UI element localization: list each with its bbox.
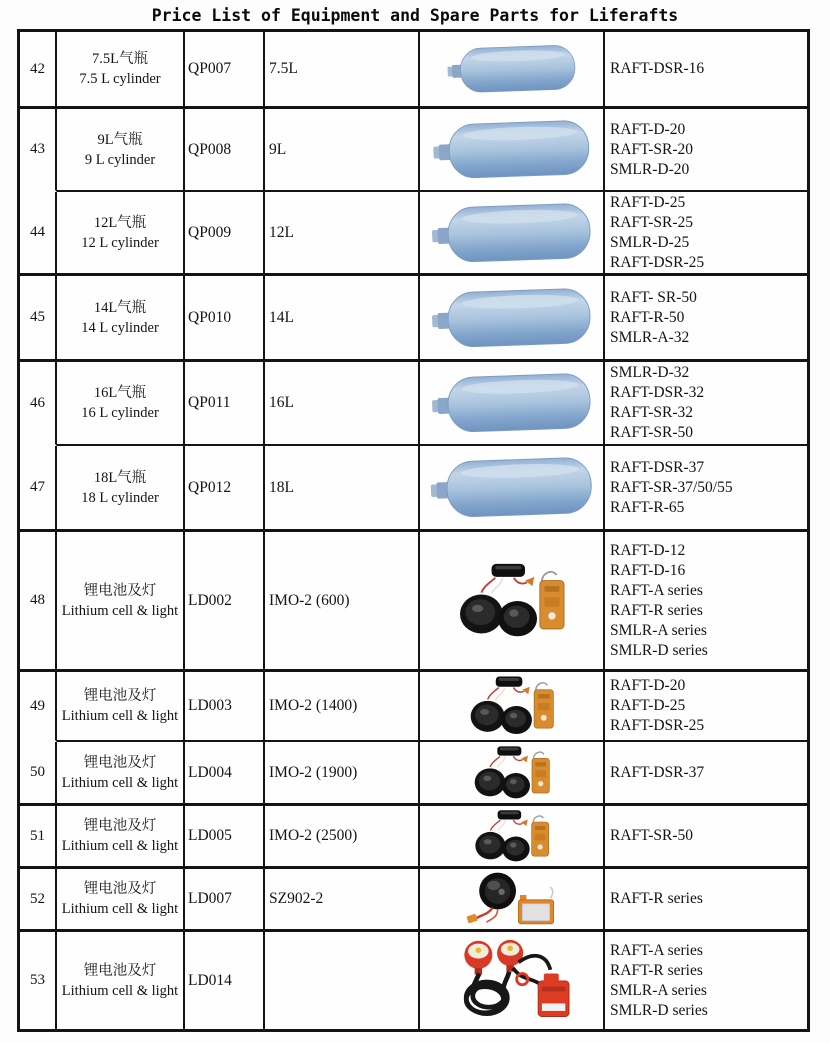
compatible-models — [605, 932, 807, 1029]
item-photo-cell — [420, 276, 605, 362]
item-name-english: 12 L cylinder — [81, 234, 159, 251]
model-name: RAFT-D-12 — [610, 541, 686, 559]
item-photo-cell — [420, 672, 605, 742]
compatible-models — [605, 806, 807, 869]
gas-cylinder-photo — [429, 456, 595, 519]
item-name-english: Lithium cell & light — [61, 901, 179, 917]
item-spec: 7.5L — [265, 32, 420, 109]
table-row — [20, 32, 807, 109]
item-name — [57, 362, 185, 446]
compatible-models — [605, 742, 807, 806]
item-code: LD005 — [185, 806, 265, 869]
model-name: RAFT-SR-37/50/55 — [610, 478, 733, 496]
model-name: RAFT-DSR-16 — [610, 60, 705, 77]
item-name-english: 7.5 L cylinder — [79, 71, 161, 87]
item-name — [57, 742, 185, 806]
model-name: RAFT-R-65 — [610, 498, 685, 516]
model-name: RAFT-A series — [610, 581, 703, 599]
item-name-chinese: 7.5L气瓶 — [92, 51, 148, 67]
row-number: 51 — [20, 806, 57, 869]
item-name — [57, 446, 185, 532]
item-name — [57, 672, 185, 742]
item-photo-cell — [420, 32, 605, 109]
lithium-cell-two-lights-photo — [456, 562, 568, 640]
gas-cylinder-photo — [431, 372, 593, 434]
item-name — [57, 869, 185, 932]
item-name-english: Lithium cell & light — [61, 602, 179, 619]
model-name: SMLR-A-32 — [610, 328, 690, 346]
item-name — [57, 932, 185, 1029]
item-code: LD002 — [185, 532, 265, 672]
item-name-chinese: 锂电池及灯 — [83, 962, 157, 979]
model-name: RAFT-D-20 — [610, 677, 686, 694]
item-photo-cell — [420, 532, 605, 672]
lithium-cell-two-lights-photo — [462, 675, 562, 737]
model-name: RAFT-DSR-25 — [610, 253, 705, 271]
item-code: QP011 — [185, 362, 265, 446]
table-row — [20, 672, 807, 742]
item-photo-cell — [420, 109, 605, 192]
model-name: RAFT-R-50 — [610, 308, 685, 326]
model-name: RAFT-DSR-25 — [610, 717, 705, 734]
row-number: 46 — [20, 362, 57, 446]
item-name-chinese: 16L气瓶 — [93, 385, 147, 401]
item-photo-cell — [420, 806, 605, 869]
model-name: RAFT-R series — [610, 601, 703, 619]
item-code: QP012 — [185, 446, 265, 532]
model-name: RAFT-A series — [610, 941, 703, 959]
table-row — [20, 276, 807, 362]
item-name-english: 14 L cylinder — [81, 319, 159, 336]
item-name-chinese: 18L气瓶 — [93, 469, 147, 486]
item-photo-cell — [420, 869, 605, 932]
item-spec: 12L — [265, 192, 420, 276]
lithium-cell-one-light-photo — [458, 871, 566, 927]
model-name: RAFT-DSR-32 — [610, 384, 705, 401]
item-name-chinese: 锂电池及灯 — [83, 582, 157, 599]
table-row — [20, 532, 807, 672]
compatible-models — [605, 532, 807, 672]
table-row — [20, 446, 807, 532]
compatible-models — [605, 869, 807, 932]
item-spec: IMO-2 (1900) — [265, 742, 420, 806]
model-name: RAFT-SR-50 — [610, 827, 693, 844]
compatible-models — [605, 672, 807, 742]
model-name: SMLR-A series — [610, 621, 707, 639]
strobe-lights-battery-kit-photo — [450, 938, 574, 1024]
item-name-chinese: 9L气瓶 — [97, 131, 143, 148]
gas-cylinder-photo — [445, 44, 579, 94]
item-name — [57, 806, 185, 869]
item-spec: 14L — [265, 276, 420, 362]
model-name: RAFT-DSR-37 — [610, 763, 705, 781]
item-code: QP007 — [185, 32, 265, 109]
item-code: LD007 — [185, 869, 265, 932]
item-code: LD003 — [185, 672, 265, 742]
table-row — [20, 932, 807, 1029]
item-name-chinese: 14L气瓶 — [93, 299, 147, 316]
row-number: 45 — [20, 276, 57, 362]
model-name: RAFT-SR-25 — [610, 213, 693, 231]
item-name-english: 9 L cylinder — [84, 151, 156, 168]
model-name: RAFT-R series — [610, 890, 703, 907]
row-number: 53 — [20, 932, 57, 1029]
compatible-models — [605, 192, 807, 276]
item-name-english: Lithium cell & light — [61, 708, 179, 724]
model-name: SMLR-D-20 — [610, 160, 690, 178]
row-number: 43 — [20, 109, 57, 192]
gas-cylinder-photo — [432, 119, 592, 180]
item-name — [57, 109, 185, 192]
table-row — [20, 192, 807, 276]
item-name — [57, 276, 185, 362]
row-number: 52 — [20, 869, 57, 932]
item-spec: 9L — [265, 109, 420, 192]
item-name-chinese: 锂电池及灯 — [83, 754, 157, 771]
row-number: 49 — [20, 672, 57, 742]
item-code: QP010 — [185, 276, 265, 362]
price-table-body — [20, 32, 807, 1029]
model-name: RAFT-SR-32 — [610, 404, 693, 421]
model-name: SMLR-D-32 — [610, 364, 690, 381]
model-name: SMLR-A series — [610, 981, 707, 999]
item-spec: IMO-2 (1400) — [265, 672, 420, 742]
model-name: RAFT-SR-20 — [610, 140, 693, 158]
table-row — [20, 869, 807, 932]
row-number: 47 — [20, 446, 57, 532]
table-row — [20, 742, 807, 806]
gas-cylinder-photo — [431, 202, 593, 264]
item-spec: IMO-2 (600) — [265, 532, 420, 672]
item-photo-cell — [420, 932, 605, 1029]
item-name-english: Lithium cell & light — [61, 838, 179, 854]
model-name: RAFT-R series — [610, 961, 703, 979]
row-number: 42 — [20, 32, 57, 109]
item-photo-cell — [420, 446, 605, 532]
item-spec — [265, 932, 420, 1029]
item-spec: SZ902-2 — [265, 869, 420, 932]
model-name: SMLR-D-25 — [610, 233, 690, 251]
item-spec: IMO-2 (2500) — [265, 806, 420, 869]
item-photo-cell — [420, 742, 605, 806]
item-code: LD004 — [185, 742, 265, 806]
item-name-english: Lithium cell & light — [61, 774, 179, 791]
item-name-chinese: 锂电池及灯 — [83, 881, 157, 897]
table-row — [20, 362, 807, 446]
item-code: QP008 — [185, 109, 265, 192]
compatible-models — [605, 446, 807, 532]
model-name: RAFT-D-25 — [610, 193, 686, 211]
table-row — [20, 109, 807, 192]
row-number: 44 — [20, 192, 57, 276]
row-number: 50 — [20, 742, 57, 806]
page-title: Price List of Equipment and Spare Parts for Liferafts — [151, 6, 679, 25]
item-name — [57, 192, 185, 276]
item-name — [57, 532, 185, 672]
gas-cylinder-photo — [431, 287, 593, 349]
row-number: 48 — [20, 532, 57, 672]
model-name: RAFT-D-25 — [610, 697, 686, 714]
compatible-models — [605, 276, 807, 362]
price-list-table — [17, 29, 810, 1032]
compatible-models — [605, 362, 807, 446]
model-name: RAFT- SR-50 — [610, 288, 697, 306]
table-row — [20, 806, 807, 869]
item-photo-cell — [420, 192, 605, 276]
item-name — [57, 32, 185, 109]
lithium-cell-two-lights-photo — [464, 745, 560, 801]
item-code: QP009 — [185, 192, 265, 276]
compatible-models — [605, 109, 807, 192]
item-name-english: Lithium cell & light — [61, 982, 179, 999]
model-name: RAFT-DSR-37 — [610, 458, 705, 476]
item-name-chinese: 锂电池及灯 — [83, 688, 157, 704]
lithium-cell-two-lights-photo — [464, 809, 560, 864]
item-code: LD014 — [185, 932, 265, 1029]
model-name: RAFT-SR-50 — [610, 424, 693, 441]
compatible-models — [605, 32, 807, 109]
model-name: RAFT-D-16 — [610, 561, 686, 579]
item-spec: 16L — [265, 362, 420, 446]
model-name: SMLR-D series — [610, 641, 708, 659]
model-name: RAFT-D-20 — [610, 120, 686, 138]
item-name-english: 18 L cylinder — [81, 489, 159, 506]
item-photo-cell — [420, 362, 605, 446]
item-name-chinese: 12L气瓶 — [93, 214, 147, 231]
item-spec: 18L — [265, 446, 420, 532]
item-name-chinese: 锂电池及灯 — [83, 818, 157, 834]
item-name-english: 16 L cylinder — [81, 405, 159, 421]
model-name: SMLR-D series — [610, 1001, 708, 1019]
